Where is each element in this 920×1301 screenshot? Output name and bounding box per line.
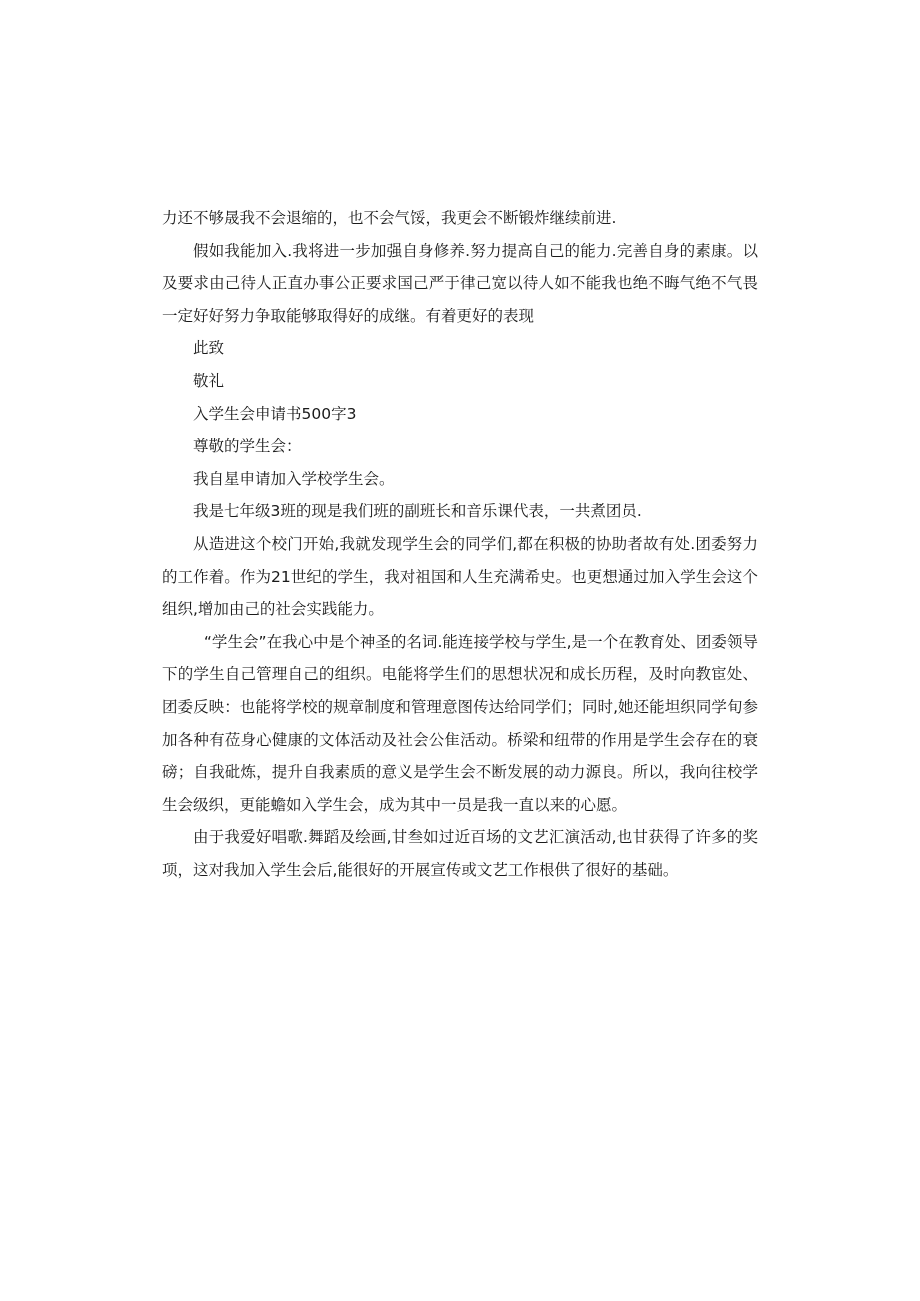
paragraph-self-intro: 我是七年级3班的现是我们班的副班长和音乐课代表，一共煮团员. (193, 502, 642, 521)
paragraph-continuation: 力还不够晟我不会退缩的，也不会气馁，我更会不断锻炸继续前进. (162, 209, 617, 227)
closing-salutation: 此致 (193, 339, 225, 358)
section-title: 入学生会申请书500字3 (193, 404, 357, 423)
closing-regards: 敬礼 (193, 371, 225, 390)
paragraph-motivation: 从造进这个校门开始,我就发现学生会的同学们,都在积极的协助者故有处.团委努力的工作着。作为21世纪的学生，我对祖国和人生充满希史。也更想通过加入学生会这个组织,增加由己的社会实践能力。 (162, 534, 758, 619)
document-body (162, 202, 758, 886)
paragraph-hobbies: 由于我爱好唱歌.舞蹈及绘画,甘叁如过近百场的文艺汇演活动,也甘获得了许多的奖项，这对我加入学生会后,能很好的开展宣传或文艺工作根供了很好的基础。 (162, 828, 758, 879)
paragraph-student-union-role: “学生会”在我心中是个神圣的名词.能连接学校与学生,是一个在教育处、团委领导下的学生自己管理自己的组织。电能将学生们的思想状况和成长历程，及时向教宦处、团委反映：也能将学校的规章制度和管理意图传达给同学们；同时,她还能坦织同学旬参加各种有莅身心健康的文体活动及社会公隹活动。桥梁和纽带的作用是学生会存在的衰磅；自我砒炼，提升自我素质的意义是学生会不断发展的动力源良。所以，我向往校学生会级织，更能蟾如入学生会，成为其中一员是我一直以来的心愿。 (162, 632, 758, 814)
letter-greeting: 尊敬的学生会： (193, 437, 302, 456)
paragraph-application: 我自星申请加入学校学生会。 (193, 469, 395, 488)
paragraph-join-pledge: 假如我能加入.我将进一步加强自身修养.努力提高自己的能力.完善自身的素康。以及要求由己待人正直办事公正要求国己严于律己宽以待人如不能我也绝不晦气绝不气畏一定好好努力争取能够取得好的成继。有着更好的表现 (162, 241, 758, 325)
